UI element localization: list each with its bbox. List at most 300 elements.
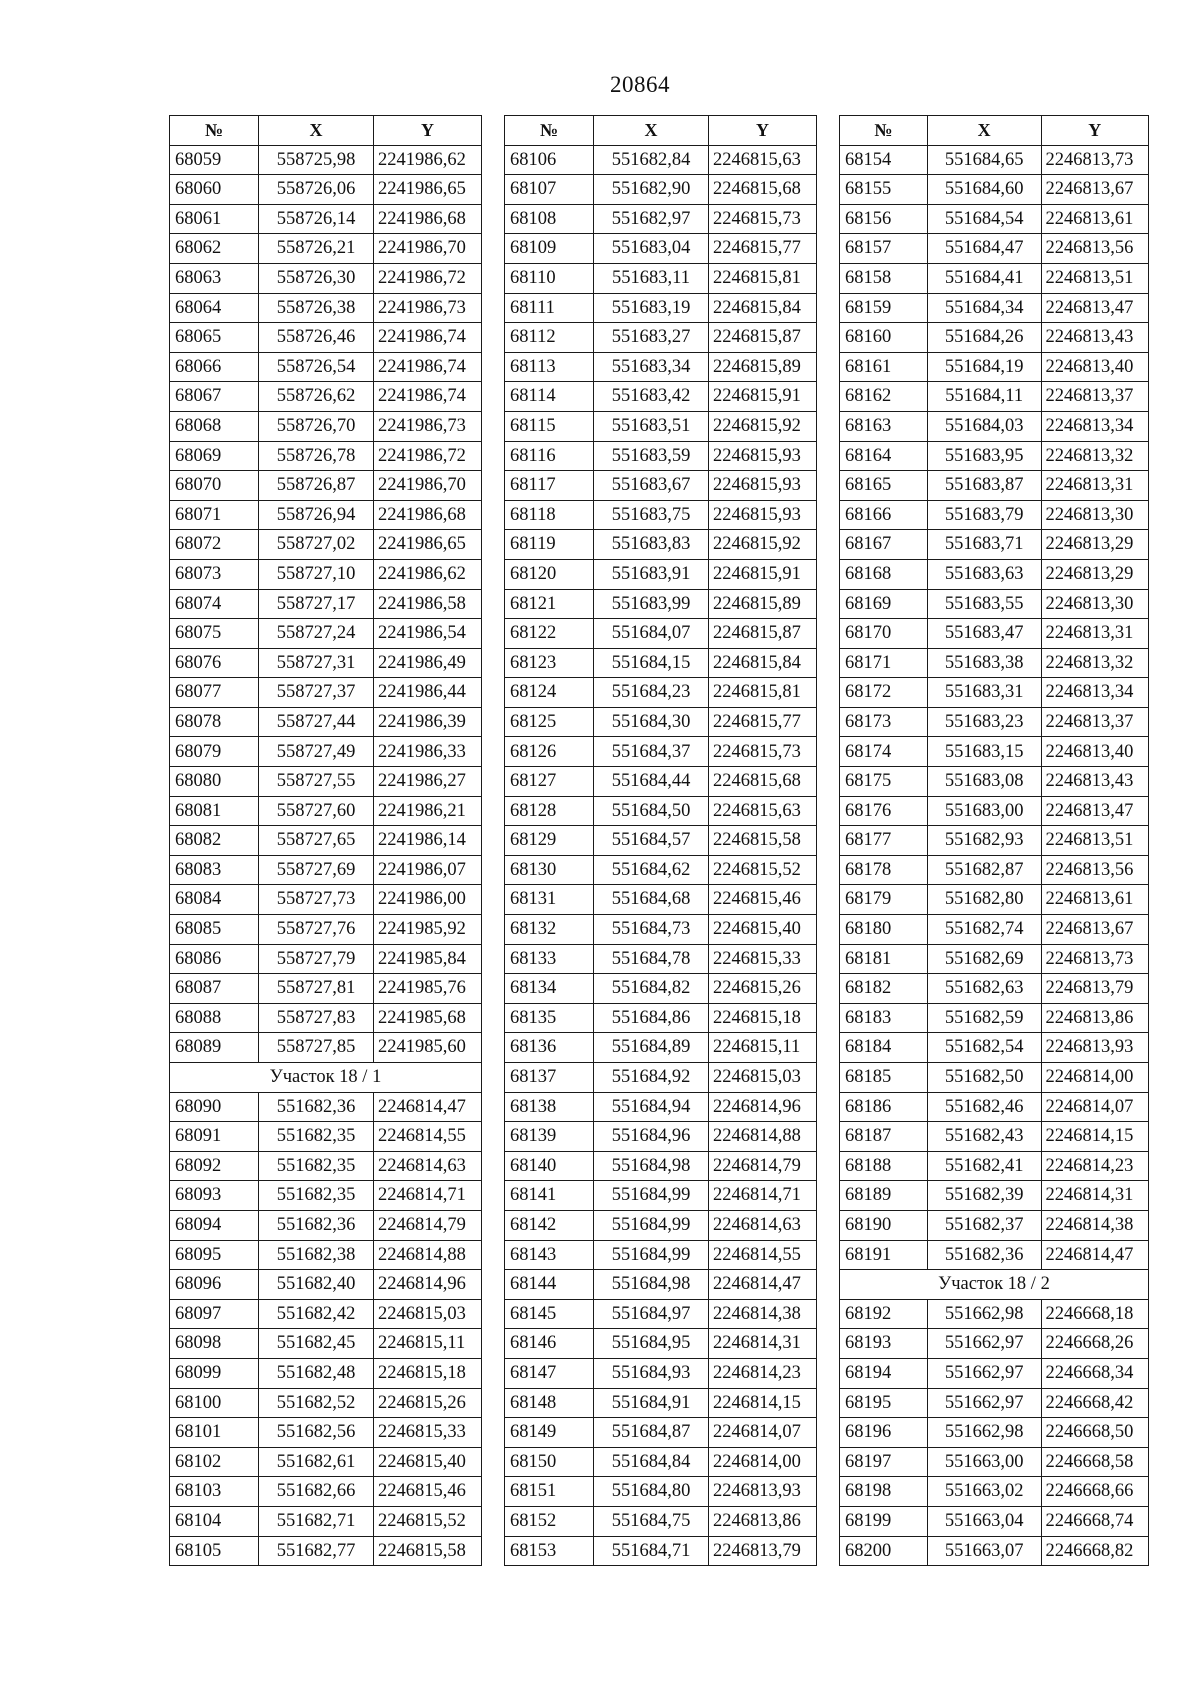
point-number-cell: 68064 [170,293,259,323]
point-number-cell: 68124 [505,678,594,708]
y-coordinate-cell: 2246815,26 [709,974,817,1004]
x-coordinate-cell: 551683,34 [594,352,709,382]
point-number-cell: 68073 [170,559,259,589]
point-number-cell: 68108 [505,204,594,234]
y-coordinate-cell: 2241986,58 [374,589,482,619]
point-number-cell: 68165 [840,471,928,501]
x-coordinate-cell: 558727,31 [259,648,374,678]
x-coordinate-cell: 551684,57 [594,826,709,856]
table-row [840,796,1149,826]
x-coordinate-cell: 551684,50 [594,796,709,826]
point-number-cell: 68068 [170,411,259,441]
y-coordinate-cell: 2246813,32 [1041,648,1148,678]
y-coordinate-cell: 2246815,40 [709,915,817,945]
point-number-cell: 68120 [505,559,594,589]
coordinate-table-3 [839,115,1149,1566]
x-coordinate-cell: 551684,84 [594,1447,709,1477]
y-coordinate-cell: 2246814,00 [1041,1063,1148,1093]
x-coordinate-cell: 551683,79 [927,500,1041,530]
y-coordinate-cell: 2246668,66 [1041,1477,1148,1507]
y-coordinate-cell: 2246813,47 [1041,293,1148,323]
point-number-cell: 68168 [840,559,928,589]
table-row [170,1092,482,1122]
table-row [505,648,817,678]
y-coordinate-cell: 2246815,81 [709,263,817,293]
point-number-cell: 68131 [505,885,594,915]
x-coordinate-cell: 551683,63 [927,559,1041,589]
table-row [505,559,817,589]
y-coordinate-cell: 2241986,65 [374,175,482,205]
y-coordinate-cell: 2241986,39 [374,707,482,737]
y-coordinate-cell: 2246814,96 [374,1270,482,1300]
y-coordinate-cell: 2246815,18 [709,1003,817,1033]
y-coordinate-cell: 2246814,31 [709,1329,817,1359]
y-coordinate-cell: 2246668,74 [1041,1506,1148,1536]
table-row [170,1122,482,1152]
table-row [505,1418,817,1448]
point-number-cell: 68156 [840,204,928,234]
x-coordinate-cell: 551684,44 [594,767,709,797]
table-row [170,175,482,205]
y-coordinate-cell: 2246814,96 [709,1092,817,1122]
x-coordinate-cell: 551682,63 [927,974,1041,1004]
point-number-cell: 68154 [840,145,928,175]
x-coordinate-cell: 558727,85 [259,1033,374,1063]
y-coordinate-cell: 2246813,40 [1041,352,1148,382]
x-coordinate-cell: 551683,19 [594,293,709,323]
point-number-cell: 68061 [170,204,259,234]
point-number-cell: 68065 [170,323,259,353]
table-row [170,323,482,353]
table-row [840,885,1149,915]
y-coordinate-cell: 2246813,37 [1041,382,1148,412]
point-number-cell: 68082 [170,826,259,856]
y-coordinate-cell: 2241986,65 [374,530,482,560]
y-coordinate-cell: 2246815,84 [709,648,817,678]
x-coordinate-cell: 551684,73 [594,915,709,945]
y-coordinate-cell: 2246815,91 [709,559,817,589]
point-number-cell: 68060 [170,175,259,205]
x-coordinate-cell: 558727,10 [259,559,374,589]
table-row [505,530,817,560]
header-y: Y [709,116,817,146]
y-coordinate-cell: 2246668,50 [1041,1418,1148,1448]
table-row [505,411,817,441]
x-coordinate-cell: 551682,90 [594,175,709,205]
y-coordinate-cell: 2246815,77 [709,707,817,737]
x-coordinate-cell: 551683,11 [594,263,709,293]
x-coordinate-cell: 551683,67 [594,471,709,501]
table-row [170,737,482,767]
x-coordinate-cell: 558727,73 [259,885,374,915]
x-coordinate-cell: 558727,02 [259,530,374,560]
x-coordinate-cell: 551684,87 [594,1418,709,1448]
point-number-cell: 68103 [170,1477,259,1507]
x-coordinate-cell: 551682,40 [259,1270,374,1300]
y-coordinate-cell: 2246813,30 [1041,589,1148,619]
point-number-cell: 68091 [170,1122,259,1152]
x-coordinate-cell: 551683,55 [927,589,1041,619]
table-row [170,1358,482,1388]
point-number-cell: 68189 [840,1181,928,1211]
table-row [840,1063,1149,1093]
point-number-cell: 68192 [840,1299,928,1329]
y-coordinate-cell: 2246668,42 [1041,1388,1148,1418]
y-coordinate-cell: 2246814,07 [709,1418,817,1448]
table-row [840,1122,1149,1152]
x-coordinate-cell: 551682,56 [259,1418,374,1448]
x-coordinate-cell: 551682,35 [259,1181,374,1211]
table-row [505,1151,817,1181]
y-coordinate-cell: 2246814,79 [374,1210,482,1240]
table-row [840,234,1149,264]
point-number-cell: 68147 [505,1358,594,1388]
table-row [840,145,1149,175]
y-coordinate-cell: 2246815,58 [709,826,817,856]
y-coordinate-cell: 2246815,68 [709,767,817,797]
x-coordinate-cell: 551662,97 [927,1388,1041,1418]
x-coordinate-cell: 551683,15 [927,737,1041,767]
y-coordinate-cell: 2246815,92 [709,411,817,441]
x-coordinate-cell: 558726,06 [259,175,374,205]
x-coordinate-cell: 551682,36 [259,1210,374,1240]
y-coordinate-cell: 2246815,03 [374,1299,482,1329]
x-coordinate-cell: 551684,65 [927,145,1041,175]
table-row [505,1210,817,1240]
header-y: Y [1041,116,1148,146]
point-number-cell: 68077 [170,678,259,708]
x-coordinate-cell: 551684,94 [594,1092,709,1122]
point-number-cell: 68191 [840,1240,928,1270]
x-coordinate-cell: 558726,46 [259,323,374,353]
point-number-cell: 68087 [170,974,259,1004]
y-coordinate-cell: 2246815,46 [709,885,817,915]
point-number-cell: 68079 [170,737,259,767]
y-coordinate-cell: 2246813,34 [1041,678,1148,708]
table-row [840,1181,1149,1211]
point-number-cell: 68172 [840,678,928,708]
table-row [170,559,482,589]
y-coordinate-cell: 2246814,71 [709,1181,817,1211]
x-coordinate-cell: 551684,99 [594,1181,709,1211]
table-row [505,1388,817,1418]
table-row [505,1447,817,1477]
y-coordinate-cell: 2246814,88 [374,1240,482,1270]
point-number-cell: 68169 [840,589,928,619]
point-number-cell: 68076 [170,648,259,678]
table-row [170,855,482,885]
y-coordinate-cell: 2241986,74 [374,352,482,382]
y-coordinate-cell: 2246815,87 [709,323,817,353]
table-row [170,471,482,501]
point-number-cell: 68125 [505,707,594,737]
point-number-cell: 68105 [170,1536,259,1566]
table-row [170,1506,482,1536]
point-number-cell: 68149 [505,1418,594,1448]
x-coordinate-cell: 558726,14 [259,204,374,234]
y-coordinate-cell: 2246813,43 [1041,767,1148,797]
point-number-cell: 68145 [505,1299,594,1329]
x-coordinate-cell: 551684,86 [594,1003,709,1033]
y-coordinate-cell: 2246815,63 [709,145,817,175]
table-row [840,1358,1149,1388]
x-coordinate-cell: 551684,11 [927,382,1041,412]
y-coordinate-cell: 2246815,40 [374,1447,482,1477]
table-row [170,767,482,797]
point-number-cell: 68178 [840,855,928,885]
point-number-cell: 68175 [840,767,928,797]
point-number-cell: 68195 [840,1388,928,1418]
x-coordinate-cell: 551684,96 [594,1122,709,1152]
x-coordinate-cell: 551684,95 [594,1329,709,1359]
x-coordinate-cell: 551683,87 [927,471,1041,501]
x-coordinate-cell: 551682,35 [259,1122,374,1152]
x-coordinate-cell: 558726,21 [259,234,374,264]
x-coordinate-cell: 551663,02 [927,1477,1041,1507]
y-coordinate-cell: 2246668,34 [1041,1358,1148,1388]
x-coordinate-cell: 558726,94 [259,500,374,530]
y-coordinate-cell: 2246813,86 [1041,1003,1148,1033]
point-number-cell: 68190 [840,1210,928,1240]
table-row [840,352,1149,382]
table-row [505,1270,817,1300]
header-y: Y [374,116,482,146]
point-number-cell: 68071 [170,500,259,530]
table-row [170,1210,482,1240]
table-row [170,441,482,471]
y-coordinate-cell: 2246814,31 [1041,1181,1148,1211]
point-number-cell: 68123 [505,648,594,678]
table-row [840,589,1149,619]
y-coordinate-cell: 2241986,62 [374,559,482,589]
point-number-cell: 68144 [505,1270,594,1300]
y-coordinate-cell: 2246814,38 [1041,1210,1148,1240]
table-row [170,619,482,649]
y-coordinate-cell: 2241985,60 [374,1033,482,1063]
point-number-cell: 68199 [840,1506,928,1536]
y-coordinate-cell: 2246814,15 [1041,1122,1148,1152]
table-row [505,1092,817,1122]
point-number-cell: 68136 [505,1033,594,1063]
y-coordinate-cell: 2246815,93 [709,441,817,471]
point-number-cell: 68111 [505,293,594,323]
x-coordinate-cell: 551682,71 [259,1506,374,1536]
y-coordinate-cell: 2241986,14 [374,826,482,856]
y-coordinate-cell: 2246813,29 [1041,559,1148,589]
point-number-cell: 68084 [170,885,259,915]
y-coordinate-cell: 2246813,67 [1041,915,1148,945]
y-coordinate-cell: 2246815,87 [709,619,817,649]
x-coordinate-cell: 551682,97 [594,204,709,234]
table-row [505,1003,817,1033]
x-coordinate-cell: 551684,82 [594,974,709,1004]
x-coordinate-cell: 551683,91 [594,559,709,589]
y-coordinate-cell: 2241986,74 [374,323,482,353]
table-row [170,530,482,560]
x-coordinate-cell: 551684,93 [594,1358,709,1388]
point-number-cell: 68075 [170,619,259,649]
x-coordinate-cell: 551682,35 [259,1151,374,1181]
point-number-cell: 68127 [505,767,594,797]
point-number-cell: 68152 [505,1506,594,1536]
y-coordinate-cell: 2246815,73 [709,204,817,234]
section-row [840,1270,1149,1300]
x-coordinate-cell: 551684,98 [594,1151,709,1181]
y-coordinate-cell: 2246814,63 [709,1210,817,1240]
y-coordinate-cell: 2241986,54 [374,619,482,649]
point-number-cell: 68100 [170,1388,259,1418]
x-coordinate-cell: 551684,19 [927,352,1041,382]
x-coordinate-cell: 558727,81 [259,974,374,1004]
y-coordinate-cell: 2246815,93 [709,471,817,501]
table-row [170,944,482,974]
y-coordinate-cell: 2241986,27 [374,767,482,797]
table-row [170,1536,482,1566]
x-coordinate-cell: 558727,44 [259,707,374,737]
x-coordinate-cell: 551682,93 [927,826,1041,856]
y-coordinate-cell: 2246815,46 [374,1477,482,1507]
point-number-cell: 68173 [840,707,928,737]
x-coordinate-cell: 551682,36 [259,1092,374,1122]
y-coordinate-cell: 2246814,47 [1041,1240,1148,1270]
x-coordinate-cell: 551684,97 [594,1299,709,1329]
table-row [505,855,817,885]
y-coordinate-cell: 2241985,84 [374,944,482,974]
table-row [840,530,1149,560]
y-coordinate-cell: 2246668,26 [1041,1329,1148,1359]
y-coordinate-cell: 2246815,11 [374,1329,482,1359]
point-number-cell: 68072 [170,530,259,560]
x-coordinate-cell: 558727,60 [259,796,374,826]
point-number-cell: 68070 [170,471,259,501]
table-row [170,648,482,678]
x-coordinate-cell: 551684,41 [927,263,1041,293]
table-body [170,145,482,1566]
x-coordinate-cell: 551684,99 [594,1240,709,1270]
table-row [840,915,1149,945]
table-row [840,1299,1149,1329]
point-number-cell: 68088 [170,1003,259,1033]
point-number-cell: 68122 [505,619,594,649]
x-coordinate-cell: 551684,37 [594,737,709,767]
point-number-cell: 68196 [840,1418,928,1448]
x-coordinate-cell: 551684,26 [927,323,1041,353]
y-coordinate-cell: 2246814,38 [709,1299,817,1329]
point-number-cell: 68085 [170,915,259,945]
x-coordinate-cell: 551684,99 [594,1210,709,1240]
point-number-cell: 68132 [505,915,594,945]
x-coordinate-cell: 551682,59 [927,1003,1041,1033]
x-coordinate-cell: 551684,62 [594,855,709,885]
y-coordinate-cell: 2241986,62 [374,145,482,175]
point-number-cell: 68133 [505,944,594,974]
table-row [505,500,817,530]
table-row [840,1033,1149,1063]
point-number-cell: 68119 [505,530,594,560]
header-row [840,116,1149,146]
y-coordinate-cell: 2246813,93 [709,1477,817,1507]
table-row [505,204,817,234]
table-row [840,1506,1149,1536]
x-coordinate-cell: 551682,77 [259,1536,374,1566]
x-coordinate-cell: 558727,55 [259,767,374,797]
table-row [505,915,817,945]
x-coordinate-cell: 551683,23 [927,707,1041,737]
y-coordinate-cell: 2246813,37 [1041,707,1148,737]
y-coordinate-cell: 2246814,63 [374,1151,482,1181]
point-number-cell: 68069 [170,441,259,471]
point-number-cell: 68063 [170,263,259,293]
table-row [505,382,817,412]
y-coordinate-cell: 2246815,81 [709,678,817,708]
y-coordinate-cell: 2241986,44 [374,678,482,708]
point-number-cell: 68174 [840,737,928,767]
table-row [505,234,817,264]
header-x: X [259,116,374,146]
table-row [505,589,817,619]
y-coordinate-cell: 2246815,93 [709,500,817,530]
y-coordinate-cell: 2246814,23 [1041,1151,1148,1181]
point-number-cell: 68115 [505,411,594,441]
point-number-cell: 68197 [840,1447,928,1477]
table-row [170,1299,482,1329]
x-coordinate-cell: 551683,59 [594,441,709,471]
table-row [505,352,817,382]
y-coordinate-cell: 2246815,18 [374,1358,482,1388]
table-row [840,855,1149,885]
point-number-cell: 68200 [840,1536,928,1566]
table-row [505,767,817,797]
point-number-cell: 68096 [170,1270,259,1300]
point-number-cell: 68143 [505,1240,594,1270]
table-body [840,145,1149,1566]
table-row [505,1506,817,1536]
table-row [840,471,1149,501]
point-number-cell: 68130 [505,855,594,885]
point-number-cell: 68155 [840,175,928,205]
point-number-cell: 68141 [505,1181,594,1211]
point-number-cell: 68095 [170,1240,259,1270]
table-row [840,323,1149,353]
x-coordinate-cell: 551682,46 [927,1092,1041,1122]
x-coordinate-cell: 551682,48 [259,1358,374,1388]
y-coordinate-cell: 2246814,23 [709,1358,817,1388]
point-number-cell: 68113 [505,352,594,382]
x-coordinate-cell: 551683,71 [927,530,1041,560]
point-number-cell: 68101 [170,1418,259,1448]
y-coordinate-cell: 2246815,89 [709,589,817,619]
x-coordinate-cell: 551684,92 [594,1063,709,1093]
table-row [170,1388,482,1418]
x-coordinate-cell: 551682,39 [927,1181,1041,1211]
x-coordinate-cell: 551682,50 [927,1063,1041,1093]
point-number-cell: 68089 [170,1033,259,1063]
point-number-cell: 68098 [170,1329,259,1359]
table-row [505,441,817,471]
point-number-cell: 68134 [505,974,594,1004]
table-row [170,234,482,264]
point-number-cell: 68163 [840,411,928,441]
x-coordinate-cell: 551682,84 [594,145,709,175]
y-coordinate-cell: 2246814,79 [709,1151,817,1181]
table-row [840,1210,1149,1240]
table-row [840,175,1149,205]
table-row [505,175,817,205]
table-row [170,500,482,530]
y-coordinate-cell: 2246815,63 [709,796,817,826]
x-coordinate-cell: 558727,65 [259,826,374,856]
point-number-cell: 68177 [840,826,928,856]
